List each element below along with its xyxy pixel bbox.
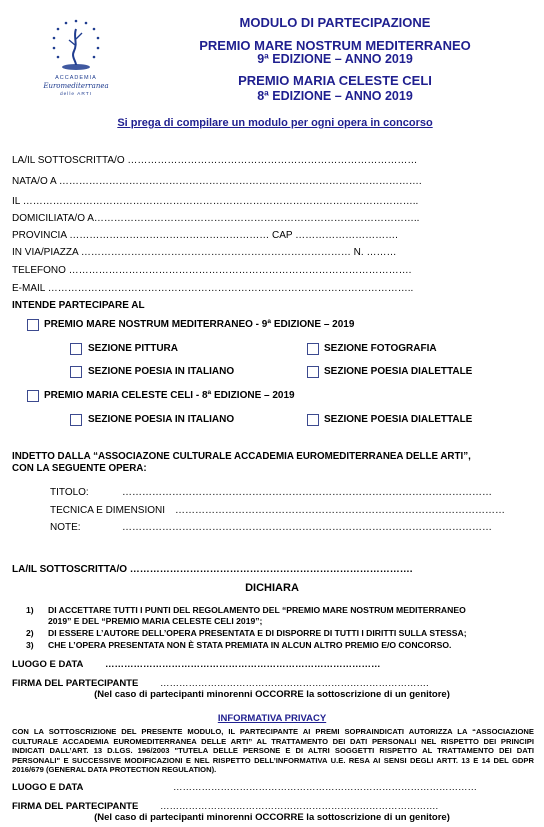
option-poesia-dialettale-2-label: SEZIONE POESIA DIALETTALE xyxy=(324,414,473,425)
dichiara-item-text: CHE L’OPERA PRESENTATA NON È STATA PREMIATA IN ALCUN ALTRO PREMIO E/O CONCORSO. xyxy=(48,640,452,650)
prize2-title: PREMIO MARIA CELESTE CELI xyxy=(238,73,432,88)
option-poesia-italiano-1-label: SEZIONE POESIA IN ITALIANO xyxy=(88,366,235,377)
firma-label: FIRMA DEL PARTECIPANTE xyxy=(12,678,139,689)
prize1-edition: 9ª EDIZIONE – ANNO 2019 xyxy=(257,52,413,66)
field-domiciliato[interactable]: DOMICILIATA/O A…………………………………………………………………………………….. xyxy=(12,213,420,224)
field-sottoscritto-2[interactable]: LA/IL SOTTOSCRITTA/O …………………………………………………………………………. xyxy=(12,564,413,575)
instruction-text: Si prega di compilare un modulo per ogni opera in concorso xyxy=(117,117,433,129)
dichiara-item-text: DI ACCETTARE TUTTI I PUNTI DEL REGOLAMENTO DEL “PREMIO MARE NOSTRUM MEDITERRANEO xyxy=(48,605,466,615)
firma-field[interactable]: …………………………………………………………………………. xyxy=(160,678,429,689)
note-field[interactable]: ………………………………………………………………………………………………… xyxy=(122,522,492,533)
field-via[interactable]: IN VIA/PIAZZA ……………………………………………………………………… N. ……… xyxy=(12,247,397,258)
minorenni-note-2: (Nel caso di partecipanti minorenni OCCORRE la sottoscrizione di un genitore) xyxy=(94,812,450,823)
intende-label: INTENDE PARTECIPARE AL xyxy=(12,300,145,311)
option-prize1-label: PREMIO MARE NOSTRUM MEDITERRANEO - 9ª EDIZIONE – 2019 xyxy=(44,319,355,330)
firma-label-2: FIRMA DEL PARTECIPANTE xyxy=(12,801,139,812)
dichiara-item-num: 2) xyxy=(26,628,34,638)
checkbox-fotografia[interactable] xyxy=(307,343,319,355)
luogo-data-label: LUOGO E DATA xyxy=(12,659,84,670)
field-email[interactable]: E-MAIL ……………………………………………………………………………………………….. xyxy=(12,283,414,294)
indetto-line2: CON LA SEGUENTE OPERA: xyxy=(12,463,147,474)
checkbox-prize2[interactable] xyxy=(27,390,39,402)
field-provincia[interactable]: PROVINCIA …………………………………………………… CAP …………………………. xyxy=(12,230,398,241)
tecnica-field[interactable]: ……………………………………………………………………………………… xyxy=(175,505,505,516)
indetto-line1: INDETTO DALLA “ASSOCIAZONE CULTURALE ACCADEMIA EUROMEDITERRANEA DELLE ARTI”, xyxy=(12,451,471,462)
privacy-title: INFORMATIVA PRIVACY xyxy=(217,713,327,724)
option-poesia-italiano-2-label: SEZIONE POESIA IN ITALIANO xyxy=(88,414,235,425)
checkbox-poesia-italiano-2[interactable] xyxy=(70,414,82,426)
option-pittura-label: SEZIONE PITTURA xyxy=(88,343,179,354)
dichiara-item-text: 2019” E DEL “PREMIO MARIA CELESTE CELI 2019”; xyxy=(48,616,263,626)
privacy-text: CON LA SOTTOSCRIZIONE DEL PRESENTE MODULO, IL PARTECIPANTE AI PREMI SOPRAINDICATI AUTORIZZA LA “ASSOCIAZIONE CULTURALE ACCADEMIA EUROMEDITERRANEA DELLE ARTI” AL TRATTAMENTO DEI DATI PERSONALI NEL RISPETTO DEI PRINCIPI INDICATI DALL’ART. 13 D.LGS. 196/2003 "TUTELA DELLE PERSONE E DI ALTRI SOGGETTI RISPETTO AL TRATTAMENTO DEI DATI PERSONALI" E SUCCESSIVE MODIFICAZIONI E NEL RISPETTO DELL’INFORMATIVA U.E. RESA AI SENSI DEGLI ARTT. 13 E 14 DEL GDPR 2016/679 (GENERAL DATA PROTECTION REGULATION). xyxy=(12,727,534,775)
dichiara-item-text: DI ESSERE L’AUTORE DELL’OPERA PRESENTATA E DI DISPORRE DI TUTTI I DIRITTI SULLA STESSA; xyxy=(48,628,467,638)
field-sottoscritto[interactable]: LA/IL SOTTOSCRITTA/O …………………………………………………………………………… xyxy=(12,155,418,166)
dichiara-title: DICHIARA xyxy=(245,582,299,594)
logo-emblem-icon xyxy=(40,15,112,75)
option-fotografia-label: SEZIONE FOTOGRAFIA xyxy=(324,343,437,354)
academy-logo xyxy=(40,15,112,101)
luogo-data-field-2[interactable]: …………………………………………………………………………………… xyxy=(173,782,477,793)
titolo-field[interactable]: ………………………………………………………………………………………………… xyxy=(122,487,492,498)
logo-line1: ACCADEMIA xyxy=(55,75,97,81)
luogo-data-field[interactable]: …………………………………………………………………………… xyxy=(105,659,381,670)
logo-line3: delle ARTI xyxy=(59,92,93,97)
checkbox-poesia-dialettale-1[interactable] xyxy=(307,366,319,378)
option-poesia-dialettale-1-label: SEZIONE POESIA DIALETTALE xyxy=(324,366,473,377)
dichiara-item-num: 3) xyxy=(26,640,34,650)
field-telefono[interactable]: TELEFONO …………………………………………………………………………………………. xyxy=(12,265,412,276)
field-il[interactable]: IL ……………………………………………………………………………………………………….. xyxy=(12,196,419,207)
field-nato[interactable]: NATA/O A ………………………………………………………………………………………………. xyxy=(12,176,422,187)
dichiara-item-num: 1) xyxy=(26,605,34,615)
minorenni-note: (Nel caso di partecipanti minorenni OCCORRE la sottoscrizione di un genitore) xyxy=(94,689,450,700)
logo-line2: Euromediterranea xyxy=(43,82,109,90)
checkbox-poesia-dialettale-2[interactable] xyxy=(307,414,319,426)
option-prize2-label: PREMIO MARIA CELESTE CELI - 8ª EDIZIONE – 2019 xyxy=(44,390,295,401)
checkbox-pittura[interactable] xyxy=(70,343,82,355)
form-title: MODULO DI PARTECIPAZIONE xyxy=(239,15,431,30)
note-label: NOTE: xyxy=(50,522,81,533)
checkbox-prize1[interactable] xyxy=(27,319,39,331)
titolo-label: TITOLO: xyxy=(50,487,89,498)
luogo-data-label-2: LUOGO E DATA xyxy=(12,782,84,793)
firma-field-2[interactable]: ……………………………………………………………………………. xyxy=(160,801,439,812)
prize1-title: PREMIO MARE NOSTRUM MEDITERRANEO xyxy=(199,38,471,53)
tecnica-label: TECNICA E DIMENSIONI xyxy=(50,505,166,516)
prize2-edition: 8ª EDIZIONE – ANNO 2019 xyxy=(257,89,413,103)
checkbox-poesia-italiano-1[interactable] xyxy=(70,366,82,378)
